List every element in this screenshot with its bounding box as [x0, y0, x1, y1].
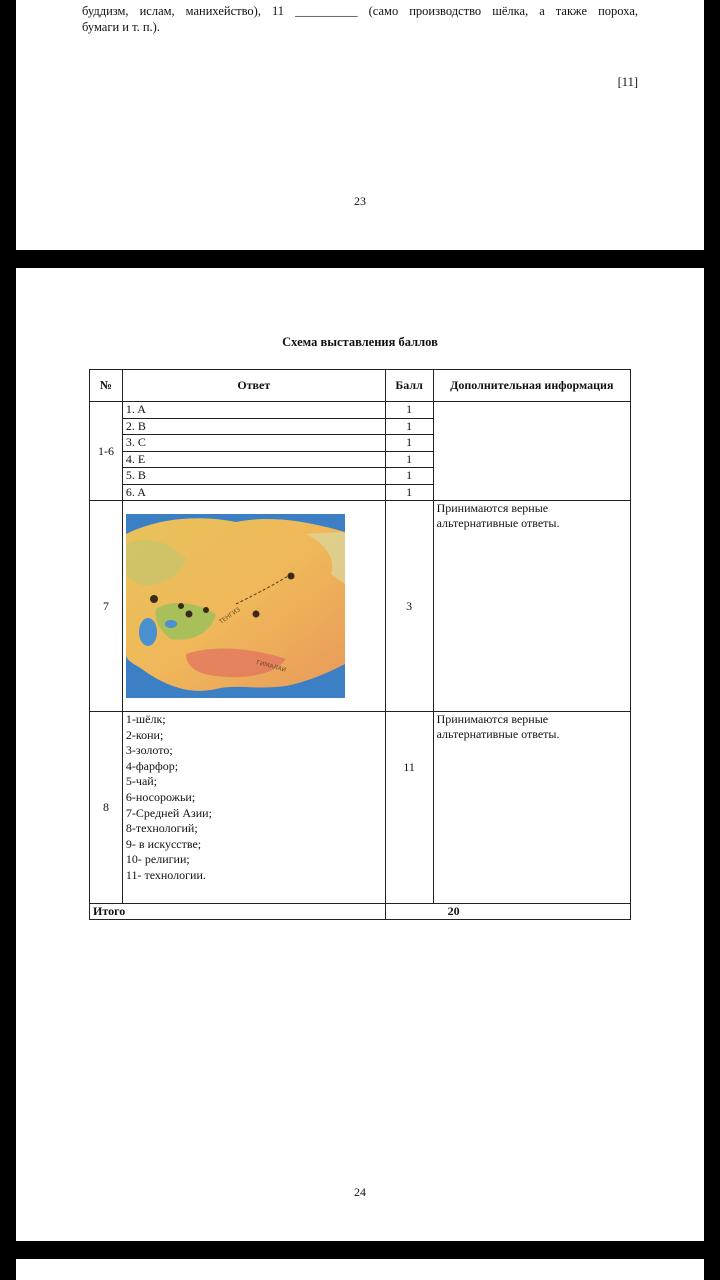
- svg-text:ГИМАЛАИ: ГИМАЛАИ: [255, 659, 287, 674]
- point-item: 1: [386, 402, 433, 419]
- answer-item: 4-фарфор;: [125, 758, 179, 773]
- answer-item: 4. E: [123, 452, 385, 469]
- point-item: 1: [386, 468, 433, 485]
- point-item: 1: [386, 452, 433, 469]
- row-points: 11: [385, 712, 433, 904]
- point-item: 1: [406, 484, 413, 499]
- score-mark: [11]: [617, 75, 638, 89]
- info-cell: [433, 402, 630, 501]
- svg-text:ТЕНГИЗ: ТЕНГИЗ: [218, 606, 242, 626]
- answer-item: 3-золото;: [125, 743, 173, 758]
- point-item: 1: [386, 435, 433, 452]
- header-num: №: [90, 370, 123, 402]
- answers-cell: [122, 712, 385, 904]
- answers-cell: [122, 402, 385, 501]
- text-line: бумаги и т. п.).: [82, 20, 160, 34]
- table-row: [90, 712, 631, 904]
- answer-item: 3. C: [123, 435, 385, 452]
- map-image: [126, 514, 345, 698]
- row-points: 3: [385, 501, 433, 712]
- total-label: Итого: [90, 904, 386, 920]
- page-number: 23: [354, 194, 366, 208]
- answer-item: 8-технологий;: [125, 821, 198, 836]
- info-cell: Принимаются верные альтернативные ответы.: [433, 501, 630, 712]
- map-cell: [122, 501, 385, 712]
- header-answer: Ответ: [122, 370, 385, 402]
- answer-item: 2-кони;: [125, 727, 164, 742]
- answer-item: 1-шёлк;: [125, 712, 166, 726]
- point-item: 1: [386, 419, 433, 436]
- header-info: Дополнительная информация: [433, 370, 630, 402]
- answer-item: 11- технологии.: [125, 867, 206, 882]
- answer-item: 6. A: [125, 484, 146, 499]
- answer-item: 2. B: [123, 419, 385, 436]
- answer-item: 5-чай;: [125, 774, 158, 789]
- page-title: Схема выставления баллов: [282, 335, 438, 349]
- answer-item: 6-носорожьи;: [125, 789, 196, 804]
- table-row: [90, 402, 631, 501]
- text-line: буддизм, ислам, манихейство), 11 __________ (само производство шёлка, а также пороха,: [82, 4, 638, 18]
- total-row: [90, 904, 631, 920]
- points-cell: [385, 402, 433, 501]
- answer-item: 5. B: [123, 468, 385, 485]
- score-table: [89, 369, 631, 920]
- row-num: 8: [90, 712, 123, 904]
- answer-item: 10- религии;: [125, 852, 190, 867]
- table-row: [90, 501, 631, 712]
- row-num: 7: [90, 501, 123, 712]
- header-points: Балл: [385, 370, 433, 402]
- page-number: 24: [354, 1185, 366, 1199]
- answer-item: 1. A: [123, 402, 385, 419]
- row-num: 1-6: [90, 402, 123, 501]
- document-page-24: [16, 268, 704, 1241]
- info-cell: Принимаются верные альтернативные ответы.: [433, 712, 630, 904]
- document-page-25: [16, 1259, 704, 1280]
- document-page-23: [16, 0, 704, 250]
- total-value: 20: [385, 904, 630, 920]
- answer-item: 9- в искусстве;: [125, 836, 202, 851]
- answer-item: 7-Средней Азии;: [125, 805, 212, 820]
